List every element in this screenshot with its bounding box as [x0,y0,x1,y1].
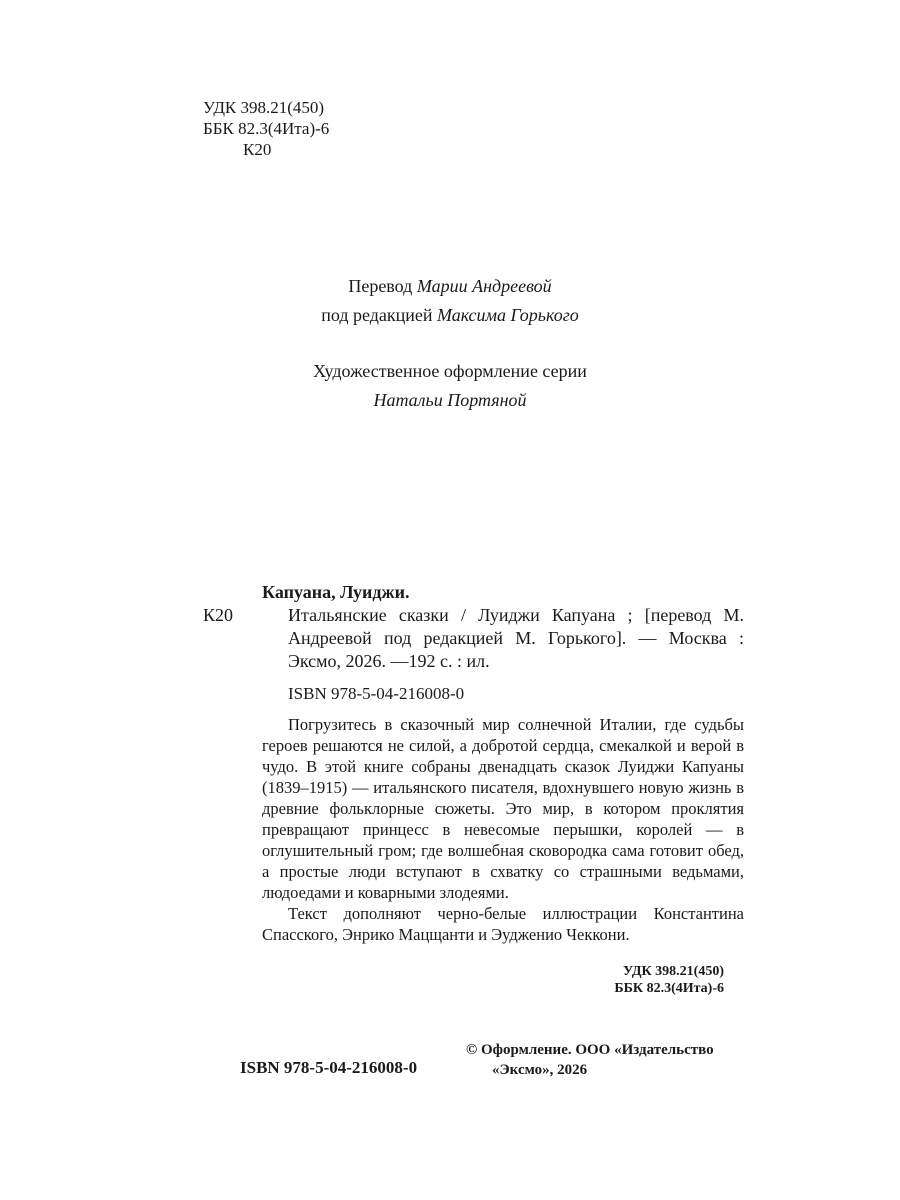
bibliographic-text: Итальянские сказки / Луиджи Капуана ; [перевод М. Андреевой под редакцией М. Горького]. — Москва : Эксмо, 2026. —192 с. : ил. [288,605,744,671]
bbk-code: ББК 82.3(4Ита)-6 [614,981,724,996]
annotation-paragraph: Текст дополняют черно-белые иллюстрации Константина Спасского, Энрико Мацщанти и Эудженио Чеккони. [262,904,744,944]
editor-prefix: под редакцией [321,305,433,325]
udk-code: УДК 398.21(450) [623,964,724,979]
copyright-notice [466,1040,746,1080]
isbn-entry: ISBN 978-5-04-216008-0 [288,684,465,703]
annotation-paragraph: Погрузитесь в сказочный мир солнечной Италии, где судьбы героев решаются не силой, а добротой сердца, смекалкой и верой в чудо. В этой книге собраны двенадцать сказок Луиджи Капуаны (1839–1915) — итальянского писателя, вдохнувшего новую жизнь в древние фольклорные сюжеты. Это мир, в котором проклятия превращают принцесс в невесомые перышки, королей — в оглушительный гром; где волшебная сковородка сама готовит обед, а простые люди вступают в схватку со страшными ведьмами, людоедами и коварными злодеями. [262,715,744,902]
udk-code: УДК 398.21(450) [203,98,325,117]
copyright-line: © Оформление. ООО «Издательство [466,1042,714,1058]
classification-codes-bottom [520,963,724,997]
editor-credit [0,301,900,330]
cutter-mark: К20 [203,605,234,625]
translation-credit [0,272,900,301]
author-heading: Капуана, Луиджи. [262,582,410,602]
classification-codes-top [203,97,329,160]
design-label: Художественное оформление серии [313,361,587,381]
annotation [262,714,744,945]
translator-name: Марии Андреевой [416,276,552,296]
translation-prefix: Перевод [348,276,413,296]
bbk-code: ББК 82.3(4Ита)-6 [203,119,330,138]
cutter-code: К20 [243,140,272,159]
copyright-line: «Эксмо», 2026 [492,1062,588,1078]
design-credit-block [0,357,900,415]
credits-block [0,272,900,330]
isbn-footer: ISBN 978-5-04-216008-0 [240,1058,418,1077]
bibliographic-description [288,604,744,673]
designer-name: Натальи Портяной [373,390,527,410]
editor-name: Максима Горького [437,305,579,325]
